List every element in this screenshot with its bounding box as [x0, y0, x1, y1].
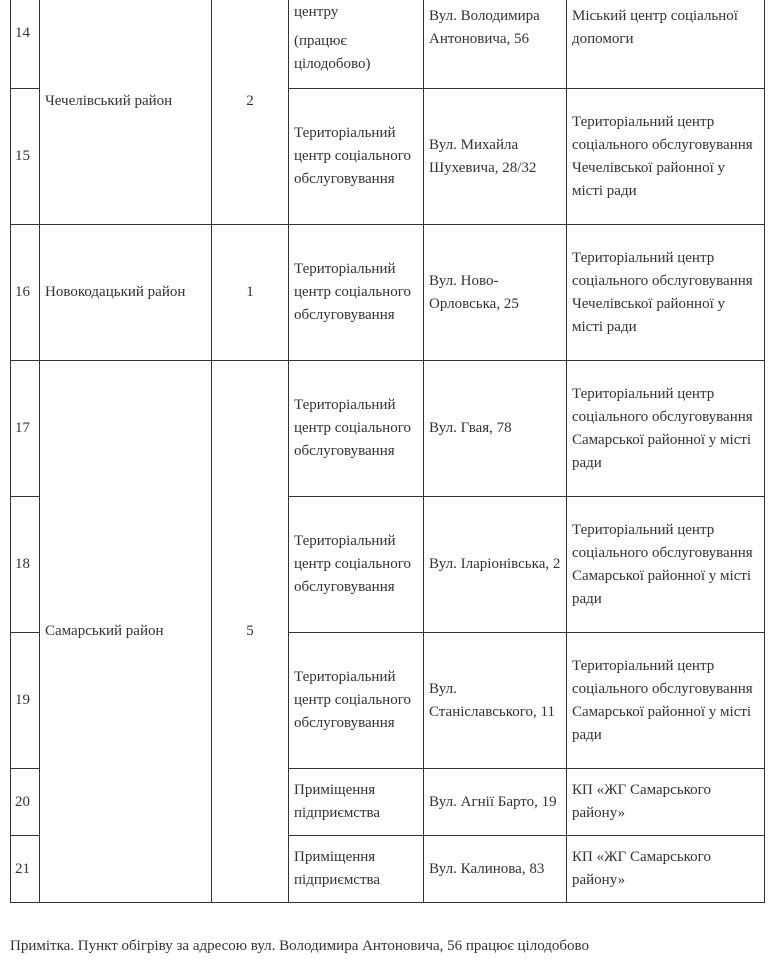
point-organization: Територіальний центр соціального обслуговування Самарської районної у місті ради	[567, 361, 765, 497]
row-number: 21	[11, 836, 40, 903]
point-name: Територіальний центр соціального обслуговування	[289, 497, 424, 633]
district-count: 1	[212, 225, 289, 361]
point-address: Вул. Ново-Орловська, 25	[424, 225, 567, 361]
row-number: 16	[11, 225, 40, 361]
point-name: Територіальний центр соціального обслуговування	[289, 89, 424, 225]
point-name-note: (працює цілодобово)	[294, 33, 371, 72]
point-organization: КП «ЖГ Самарського району»	[567, 836, 765, 903]
point-organization: Територіальний центр соціального обслуговування Самарської районної у місті ради	[567, 497, 765, 633]
row-number: 18	[11, 497, 40, 633]
shelters-table-container	[10, 0, 765, 903]
point-name: Територіальний центр соціального обслуговування	[289, 225, 424, 361]
table-row	[11, 361, 765, 497]
point-address: Вул. Іларіонівська, 2	[424, 497, 567, 633]
row-number: 19	[11, 633, 40, 769]
point-organization: Територіальний центр соціального обслуговування Самарської районної у місті ради	[567, 633, 765, 769]
point-name: Територіальний центр соціального обслуговування	[289, 361, 424, 497]
point-organization: Територіальний центр соціального обслуговування Чечелівської районної у місті ради	[567, 225, 765, 361]
point-name: Територіальний центр соціального обслуговування	[289, 633, 424, 769]
heating-points-table	[10, 0, 765, 903]
row-number: 17	[11, 361, 40, 497]
point-organization: Територіальний центр соціального обслуговування Чечелівської районної у місті ради	[567, 89, 765, 225]
point-address: Вул. Михайла Шухевича, 28/32	[424, 89, 567, 225]
point-address: Вул. Калинова, 83	[424, 836, 567, 903]
footnote: Примітка. Пункт обігріву за адресою вул. Володимира Антоновича, 56 працює цілодобово	[10, 938, 590, 954]
point-organization: КП «ЖГ Самарського району»	[567, 769, 765, 836]
district-name: Новокодацький район	[40, 225, 212, 361]
point-name: Приміщення підприємства	[289, 836, 424, 903]
district-name: Самарський район	[40, 361, 212, 903]
district-count: 2	[212, 0, 289, 225]
point-organization: Міський центр соціальної допомоги	[567, 0, 765, 89]
point-address: Вул. Станіславського, 11	[424, 633, 567, 769]
point-name: Приміщення підприємства	[289, 769, 424, 836]
table-row	[11, 225, 765, 361]
district-count: 5	[212, 361, 289, 903]
point-address: Вул. Гвая, 78	[424, 361, 567, 497]
table-row	[11, 0, 765, 89]
point-name-line: центру	[294, 4, 339, 20]
row-number: 20	[11, 769, 40, 836]
point-address: Вул. Володимира Антоновича, 56	[424, 0, 567, 89]
row-number: 15	[11, 89, 40, 225]
district-name: Чечелівський район	[40, 0, 212, 225]
point-name	[289, 0, 424, 89]
row-number: 14	[11, 0, 40, 89]
point-address: Вул. Агнії Барто, 19	[424, 769, 567, 836]
